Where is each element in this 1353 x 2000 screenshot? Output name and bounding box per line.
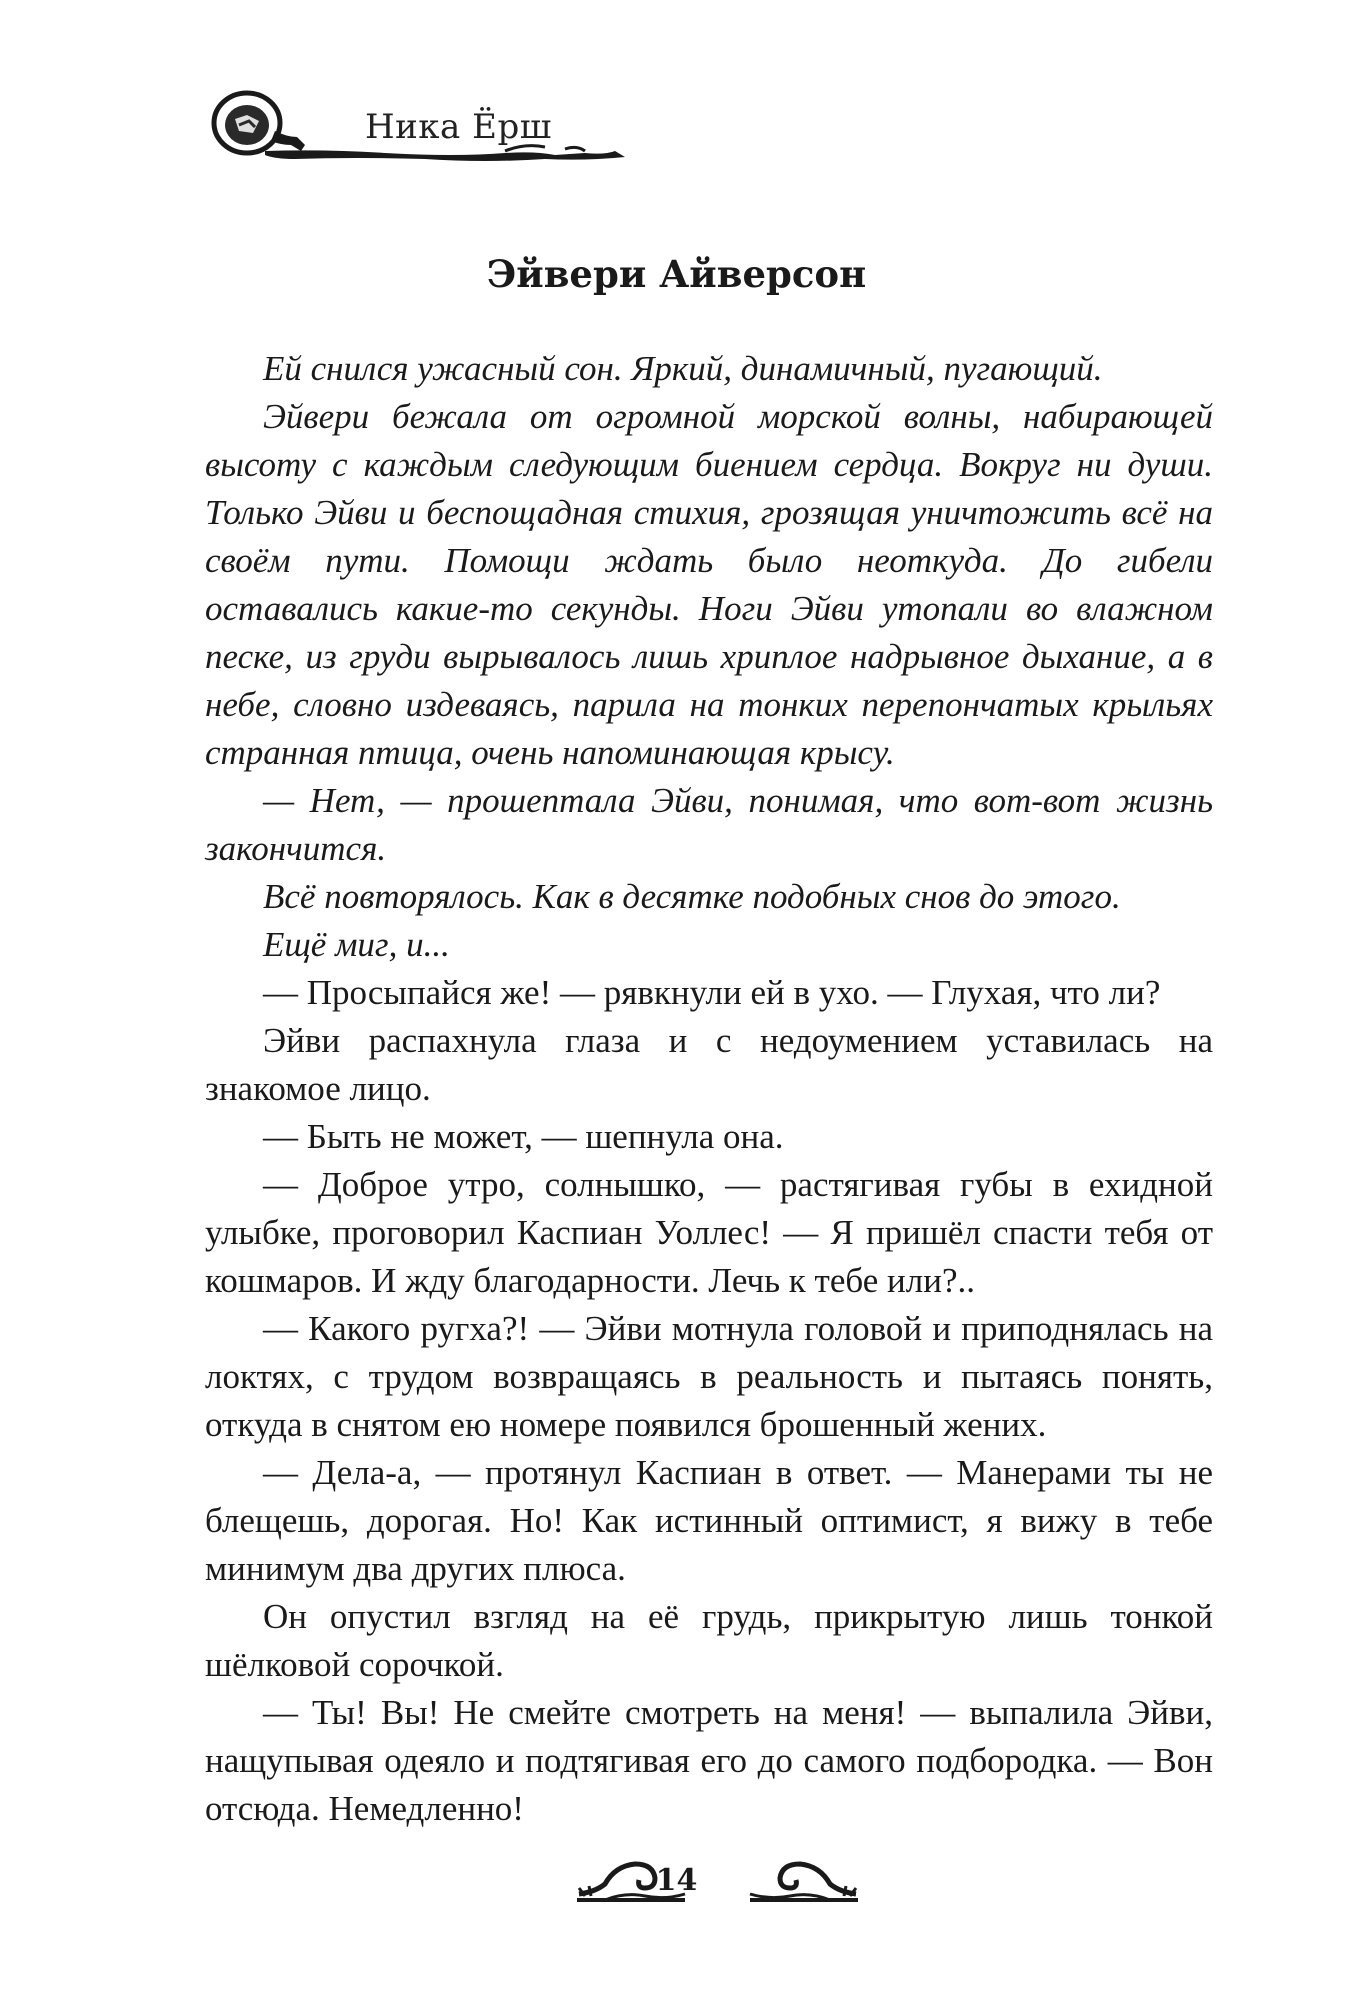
paragraph: — Просыпайся же! — рявкнули ей в ухо. — Глухая, что ли? bbox=[263, 973, 1161, 1012]
paragraph: Эйвери бежала от огромной морской волны, набирающей высоту с каждым следующим биением сердца. Вокруг ни души. Только Эйви и беспощадная стихия, грозящая уничтожить всё на своём пути. Помощи ждать было неоткуда. До гибели оставались какие-то секунды. Ноги Эйви утопали во влажном песке, из груди вырывалось лишь хриплое надрывное дыхание, а в небе, словно издеваясь, парила на тонких перепончатых крыльях странная птица, очень напоминающая крысу. bbox=[205, 397, 1213, 772]
paragraph: — Дела-а, — протянул Каспиан в ответ. — Манерами ты не блещешь, дорогая. Но! Как истинный оптимист, я вижу в тебе минимум два других плюса. bbox=[205, 1453, 1213, 1588]
author-name: Ника Ёрш bbox=[365, 107, 552, 147]
paragraph: Всё повторялось. Как в десятке подобных снов до этого. bbox=[263, 877, 1121, 916]
page-number: 14 bbox=[655, 1863, 698, 1898]
chapter-title: Эйвери Айверсон bbox=[486, 252, 867, 296]
paragraph: — Ты! Вы! Не смейте смотреть на меня! — выпалила Эйви, нащупывая одеяло и подтягивая его до самого подбородка. — Вон отсюда. Немедленно! bbox=[205, 1693, 1213, 1828]
paragraph: Ей снился ужасный сон. Яркий, динамичный, пугающий. bbox=[263, 349, 1103, 388]
paragraph: — Какого ругха?! — Эйви мотнула головой и приподнялась на локтях, с трудом возвращаясь в реальность и пытаясь понять, откуда в снятом ею номере появился брошенный жених. bbox=[205, 1309, 1213, 1444]
paragraph: Эйви распахнула глаза и с недоумением уставилась на знакомое лицо. bbox=[205, 1021, 1213, 1108]
page-header bbox=[205, 85, 675, 175]
paragraph: — Доброе утро, солнышко, — растягивая губы в ехидной улыбке, проговорил Каспиан Уоллес! — Я пришёл спасти тебя от кошмаров. И жду благодарности. Лечь к тебе или?.. bbox=[205, 1165, 1213, 1300]
paragraph: — Быть не может, — шепнула она. bbox=[263, 1117, 784, 1156]
body-text bbox=[205, 345, 1213, 1833]
paragraph: Ещё миг, и... bbox=[263, 925, 450, 964]
paragraph: Он опустил взгляд на её грудь, прикрытую лишь тонкой шёлковой сорочкой. bbox=[205, 1597, 1213, 1684]
paragraph: — Нет, — прошептала Эйви, понимая, что вот-вот жизнь закончится. bbox=[205, 781, 1213, 868]
